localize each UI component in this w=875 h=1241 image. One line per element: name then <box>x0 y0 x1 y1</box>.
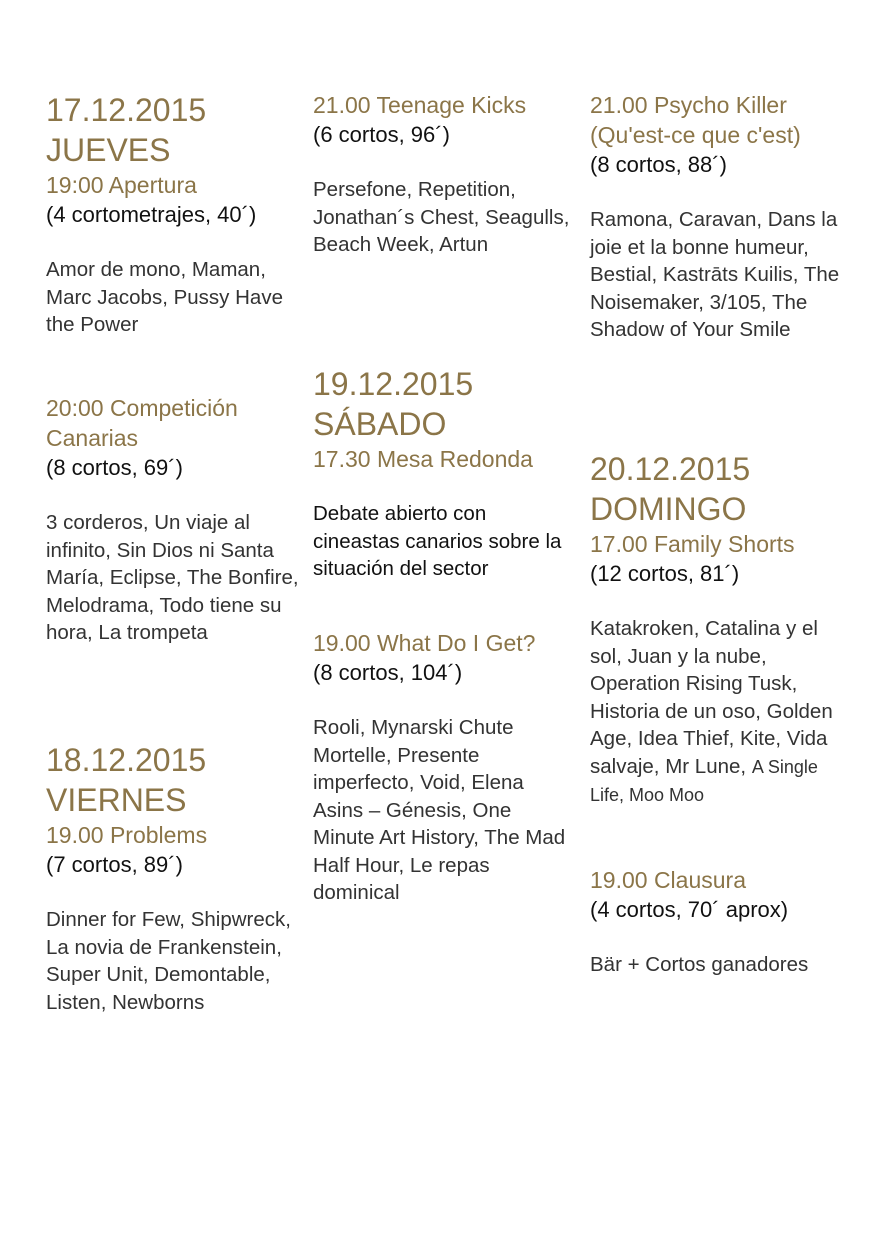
event-subtitle: (4 cortometrajes, 40´) <box>46 202 257 227</box>
event-description: Debate abierto con cineastas canarios sobre la situación del sector <box>313 502 562 580</box>
event-title: 20:00 Competición Canarias <box>46 395 238 451</box>
event-title: 19.00 Clausura <box>590 867 746 893</box>
film-list: Rooli, Mynarski Chute Mortelle, Presente imperfecto, Void, Elena Asins – Génesis, One Minute Art History, The Mad Half Hour, Le repas dominical <box>313 716 566 904</box>
film-list <box>590 615 845 810</box>
day-block-viernes <box>46 740 304 1016</box>
film-list-small: A Single Life, Moo Moo <box>590 756 818 805</box>
event-subtitle: (8 cortos, 69´) <box>46 455 183 480</box>
day-heading: SÁBADO <box>313 406 447 442</box>
event-subtitle: (7 cortos, 89´) <box>46 852 183 877</box>
day-heading: JUEVES <box>46 132 171 168</box>
event-subtitle: (6 cortos, 96´) <box>313 122 450 147</box>
date-heading: 20.12.2015 <box>590 451 751 487</box>
day-block-sabado <box>313 364 578 583</box>
event-title: 17.00 Family Shorts <box>590 531 795 557</box>
date-heading: 19.12.2015 <box>313 366 474 402</box>
event-block-competicion <box>46 393 304 647</box>
date-heading: 18.12.2015 <box>46 742 207 778</box>
event-title: 19:00 Apertura <box>46 172 197 198</box>
event-title: 19.00 Problems <box>46 822 208 848</box>
film-list: Persefone, Repetition, Jonathan´s Chest, Seagulls, Beach Week, Artun <box>313 178 570 256</box>
event-subtitle: (8 cortos, 104´) <box>313 660 463 685</box>
film-list-main: Katakroken, Catalina y el sol, Juan y la nube, Operation Rising Tusk, Historia de un oso, Golden Age, Idea Thief, Kite, Vida salvaje, Mr Lune, <box>590 617 833 778</box>
event-title: 19.00 What Do I Get? <box>313 630 536 656</box>
event-block-clausura <box>590 865 845 979</box>
event-subtitle: (12 cortos, 81´) <box>590 561 740 586</box>
day-block-jueves <box>46 90 304 339</box>
film-list: Amor de mono, Maman, Marc Jacobs, Pussy Have the Power <box>46 258 283 336</box>
film-list: Bär + Cortos ganadores <box>590 953 809 976</box>
event-block-psycho-killer <box>590 90 845 344</box>
day-block-domingo <box>590 449 845 810</box>
event-title: 21.00 Teenage Kicks <box>313 92 527 118</box>
event-subtitle: (4 cortos, 70´ aprox) <box>590 897 789 922</box>
event-block-what-do-i-get <box>313 628 578 907</box>
date-heading: 17.12.2015 <box>46 92 207 128</box>
day-heading: VIERNES <box>46 782 187 818</box>
day-heading: DOMINGO <box>590 491 747 527</box>
event-title: 17.30 Mesa Redonda <box>313 446 533 472</box>
film-list: Dinner for Few, Shipwreck, La novia de Frankenstein, Super Unit, Demontable, Listen, Newborns <box>46 908 291 1014</box>
event-title: 21.00 Psycho Killer (Qu'est-ce que c'est) <box>590 92 801 148</box>
event-block-teenage-kicks <box>313 90 578 259</box>
film-list: Ramona, Caravan, Dans la joie et la bonne humeur, Bestial, Kastrāts Kuilis, The Noisemaker, 3/105, The Shadow of Your Smile <box>590 208 840 341</box>
film-list: 3 corderos, Un viaje al infinito, Sin Dios ni Santa María, Eclipse, The Bonfire, Melodrama, Todo tiene su hora, La trompeta <box>46 511 299 644</box>
event-subtitle: (8 cortos, 88´) <box>590 152 727 177</box>
